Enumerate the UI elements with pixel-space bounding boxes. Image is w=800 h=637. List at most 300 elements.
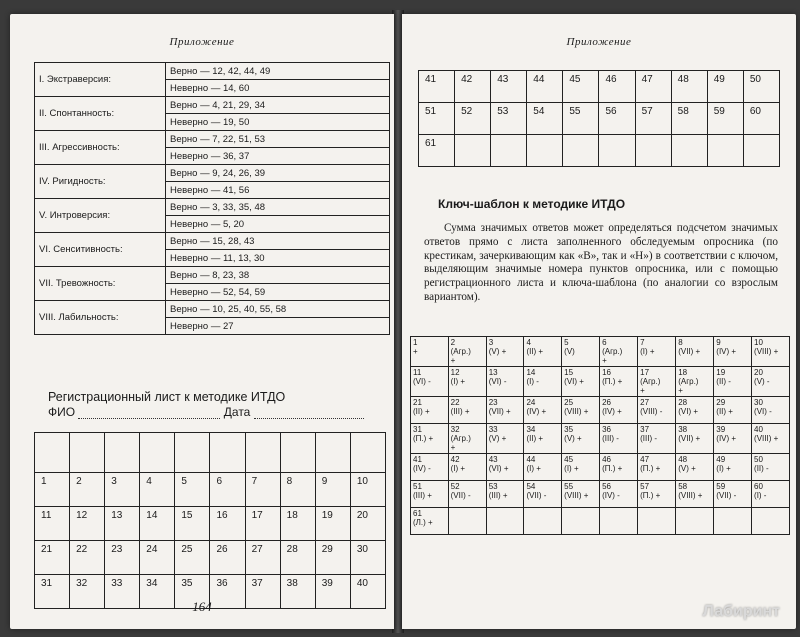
scale-row	[35, 301, 390, 318]
grid-cell: 26	[210, 541, 245, 575]
grid-row	[419, 135, 780, 167]
key-cell-line: 1	[413, 338, 418, 347]
grid-cell: 36	[210, 575, 245, 609]
key-cell-line: 39	[716, 425, 726, 434]
grid-cell: 54	[527, 103, 563, 135]
key-cell-line: (I) -	[526, 377, 539, 386]
key-cell	[714, 508, 752, 535]
key-cell-line: (II) -	[716, 377, 731, 386]
key-template-title: Ключ-шаблон к методике ИТДО	[438, 197, 626, 211]
grid-cell	[599, 135, 635, 167]
key-cell	[524, 481, 562, 508]
grid-row	[35, 541, 386, 575]
key-cell-line: (III) -	[640, 434, 658, 443]
key-row	[411, 508, 790, 535]
grid-cell	[35, 433, 70, 473]
key-row	[411, 397, 790, 424]
key-cell-line: (VI) -	[488, 377, 507, 386]
scale-false-items: Неверно — 27	[166, 318, 390, 335]
key-row	[411, 367, 790, 397]
grid-cell: 33	[105, 575, 140, 609]
grid-cell: 25	[175, 541, 210, 575]
grid-cell	[70, 433, 105, 473]
key-cell	[714, 367, 752, 397]
key-template-grid	[410, 336, 790, 535]
scale-row	[35, 199, 390, 216]
scale-false-items: Неверно — 11, 13, 30	[166, 250, 390, 267]
grid-cell: 32	[70, 575, 105, 609]
key-cell-line: 24	[526, 398, 536, 407]
key-cell	[448, 508, 486, 535]
scale-row	[35, 97, 390, 114]
key-cell-line: 37	[640, 425, 650, 434]
key-cell-line: 16	[602, 368, 611, 377]
key-cell	[448, 367, 486, 397]
grid-cell	[671, 135, 707, 167]
grid-cell: 45	[563, 71, 599, 103]
grid-row	[419, 103, 780, 135]
key-row	[411, 337, 790, 367]
scale-false-items: Неверно — 19, 50	[166, 114, 390, 131]
grid-cell: 30	[350, 541, 385, 575]
key-cell-line: +	[450, 443, 456, 452]
key-cell-line: 32	[450, 425, 460, 434]
key-cell-line: (II) +	[526, 434, 544, 443]
key-cell-line: (VIII) +	[564, 407, 589, 416]
grid-cell: 18	[280, 507, 315, 541]
grid-cell: 2	[70, 473, 105, 507]
grid-cell: 37	[245, 575, 280, 609]
fio-blank	[78, 418, 220, 419]
key-cell	[676, 454, 714, 481]
grid-row	[419, 71, 780, 103]
key-cell	[600, 508, 638, 535]
grid-cell: 16	[210, 507, 245, 541]
key-cell-line: 57	[640, 482, 650, 491]
grid-cell	[315, 433, 350, 473]
registration-grid-left	[34, 432, 386, 609]
grid-cell: 51	[419, 103, 455, 135]
key-cell-line: 11	[413, 368, 422, 377]
key-cell-line: 45	[564, 455, 574, 464]
grid-cell: 8	[280, 473, 315, 507]
key-cell-line: 7	[640, 338, 645, 347]
left-page	[10, 14, 394, 629]
grid-cell: 29	[315, 541, 350, 575]
grid-cell	[140, 433, 175, 473]
grid-cell: 42	[455, 71, 491, 103]
scale-name: II. Спонтанность:	[35, 97, 166, 131]
key-cell-line: 23	[488, 398, 498, 407]
scale-true-items: Верно — 15, 28, 43	[166, 233, 390, 250]
key-cell-line: (VI) -	[754, 407, 772, 416]
key-cell	[714, 481, 752, 508]
grid-cell: 27	[245, 541, 280, 575]
scale-true-items: Верно — 12, 42, 44, 49	[166, 63, 390, 80]
grid-cell	[280, 433, 315, 473]
key-cell-line: (VI) +	[564, 377, 584, 386]
grid-cell: 5	[175, 473, 210, 507]
key-cell	[486, 337, 524, 367]
grid-cell: 61	[419, 135, 455, 167]
key-cell-line: (Агр.)	[450, 347, 471, 356]
grid-cell: 47	[635, 71, 671, 103]
scale-true-items: Верно — 3, 33, 35, 48	[166, 199, 390, 216]
key-cell-line: 26	[602, 398, 611, 407]
key-cell	[524, 508, 562, 535]
key-cell-line: (II) +	[413, 407, 430, 416]
key-cell-line: 58	[678, 482, 688, 491]
fio-label: ФИО	[48, 405, 76, 419]
key-cell	[752, 397, 790, 424]
key-cell	[676, 397, 714, 424]
key-cell-line: (V) +	[488, 347, 507, 356]
key-cell	[448, 454, 486, 481]
key-cell-line: +	[640, 386, 645, 395]
grid-cell: 1	[35, 473, 70, 507]
key-row	[411, 424, 790, 454]
key-cell	[714, 397, 752, 424]
key-cell-line: (I) -	[754, 491, 767, 500]
key-cell-line: (Агр.)	[602, 347, 623, 356]
key-cell	[600, 454, 638, 481]
key-cell	[638, 424, 676, 454]
key-cell-line: 27	[640, 398, 650, 407]
key-cell	[600, 481, 638, 508]
key-cell	[600, 397, 638, 424]
key-row	[411, 454, 790, 481]
grid-cell: 55	[563, 103, 599, 135]
grid-cell	[707, 135, 743, 167]
grid-cell	[455, 135, 491, 167]
key-cell	[752, 337, 790, 367]
key-cell-line: (П.) +	[640, 464, 661, 473]
key-cell-line: (VIII) +	[754, 347, 779, 356]
grid-cell: 3	[105, 473, 140, 507]
key-cell-line: 18	[678, 368, 688, 377]
key-cell-line: (Агр.)	[640, 377, 661, 386]
key-cell-line: (III) +	[413, 491, 432, 500]
key-cell-line: 31	[413, 425, 422, 434]
grid-cell	[635, 135, 671, 167]
key-cell	[752, 367, 790, 397]
key-cell	[752, 424, 790, 454]
key-cell	[486, 397, 524, 424]
key-cell-line: (VIII) +	[564, 491, 589, 500]
key-cell-line: 13	[488, 368, 498, 377]
key-cell	[411, 424, 449, 454]
key-cell-line: (V) +	[564, 434, 582, 443]
key-cell	[448, 481, 486, 508]
scale-true-items: Верно — 9, 24, 26, 39	[166, 165, 390, 182]
key-cell-line: 53	[488, 482, 498, 491]
key-cell-line: 51	[413, 482, 422, 491]
key-cell-line: (VII) -	[526, 491, 547, 500]
key-cell	[752, 481, 790, 508]
key-cell	[448, 424, 486, 454]
key-cell-line: (VII) +	[678, 434, 701, 443]
grid-cell	[175, 433, 210, 473]
grid-cell: 17	[245, 507, 280, 541]
scales-table	[34, 62, 390, 335]
key-cell	[600, 367, 638, 397]
key-cell-line: (I) +	[526, 464, 541, 473]
grid-cell: 44	[527, 71, 563, 103]
grid-cell	[210, 433, 245, 473]
running-head: Приложение	[566, 36, 632, 48]
fio-date-line	[48, 405, 364, 419]
key-cell-line: (II) +	[526, 347, 544, 356]
key-cell-line: 20	[754, 368, 763, 377]
key-cell	[638, 481, 676, 508]
scale-true-items: Верно — 10, 25, 40, 55, 58	[166, 301, 390, 318]
key-cell-line: (IV) -	[602, 491, 620, 500]
grid-cell: 13	[105, 507, 140, 541]
scale-false-items: Неверно — 36, 37	[166, 148, 390, 165]
scale-name: VIII. Лабильность:	[35, 301, 166, 335]
key-cell	[562, 508, 600, 535]
key-cell	[411, 481, 449, 508]
key-cell	[638, 397, 676, 424]
grid-cell: 35	[175, 575, 210, 609]
page-number: 164	[192, 599, 212, 614]
key-cell-line: 44	[526, 455, 536, 464]
grid-cell: 40	[350, 575, 385, 609]
key-cell	[638, 337, 676, 367]
date-blank	[254, 418, 364, 419]
key-cell	[600, 424, 638, 454]
key-cell	[486, 367, 524, 397]
key-cell-line: (V) +	[488, 434, 507, 443]
key-cell-line: (VIII) +	[678, 491, 703, 500]
key-cell-line: (I) +	[640, 347, 655, 356]
key-cell-line: 10	[754, 338, 763, 347]
key-cell-line: +	[602, 356, 607, 365]
key-cell	[752, 454, 790, 481]
key-paragraph: Сумма значимых ответов может определяться подсчетом значимых ответов прямо с листа заполненного обследуемым опросника (по крестикам, зачеркивающим как «В», так и «Н») в соответствии с ключом, выделяющим значимые номера пунктов опросника, или с помощью регистрационного листа и ключа-шаблона (по аналогии со взрослым вариантом).	[424, 222, 778, 303]
key-cell-line: 56	[602, 482, 611, 491]
key-cell-line: (IV) +	[716, 434, 737, 443]
grid-cell	[743, 135, 779, 167]
key-cell-line: 12	[450, 368, 460, 377]
key-cell-line: (V)	[564, 347, 575, 356]
scale-name: I. Экстраверсия:	[35, 63, 166, 97]
key-cell-line: 40	[754, 425, 763, 434]
scale-false-items: Неверно — 5, 20	[166, 216, 390, 233]
key-cell-line: 50	[754, 455, 763, 464]
grid-cell: 31	[35, 575, 70, 609]
key-cell-line: (I) +	[564, 464, 579, 473]
key-cell-line: 54	[526, 482, 536, 491]
key-cell	[486, 481, 524, 508]
key-cell-line: 41	[413, 455, 422, 464]
key-cell-line: (Агр.)	[678, 377, 699, 386]
key-cell	[714, 337, 752, 367]
grid-cell	[491, 135, 527, 167]
key-cell-line: (П.) +	[602, 377, 623, 386]
key-cell-line: (IV) -	[413, 464, 431, 473]
key-cell-line: (VII) -	[716, 491, 737, 500]
grid-cell: 4	[140, 473, 175, 507]
key-cell-line: (II) -	[754, 464, 769, 473]
key-cell-line: 49	[716, 455, 726, 464]
key-cell	[411, 367, 449, 397]
key-cell-line: 19	[716, 368, 726, 377]
scale-row	[35, 131, 390, 148]
key-cell-line: (VII) +	[488, 407, 511, 416]
grid-cell: 9	[315, 473, 350, 507]
key-cell	[411, 397, 449, 424]
grid-cell: 60	[743, 103, 779, 135]
key-cell-line: 59	[716, 482, 726, 491]
key-cell-line: (VI) +	[678, 407, 698, 416]
key-cell	[524, 367, 562, 397]
key-cell-line: (V) -	[754, 377, 770, 386]
key-cell-line: (П.) +	[640, 491, 661, 500]
running-head: Приложение	[169, 36, 235, 48]
grid-cell: 49	[707, 71, 743, 103]
grid-cell: 34	[140, 575, 175, 609]
grid-cell	[527, 135, 563, 167]
key-cell	[562, 454, 600, 481]
registration-title: Регистрационный лист к методике ИТДО	[48, 390, 286, 404]
key-cell-line: 42	[450, 455, 460, 464]
grid-cell: 14	[140, 507, 175, 541]
scale-name: VII. Тревожность:	[35, 267, 166, 301]
key-cell	[752, 508, 790, 535]
key-cell-line: (IV) +	[716, 347, 737, 356]
key-cell-line: 43	[488, 455, 498, 464]
key-cell-line: 35	[564, 425, 574, 434]
grid-cell: 21	[35, 541, 70, 575]
key-cell-line: 29	[716, 398, 726, 407]
key-cell	[676, 424, 714, 454]
key-cell	[676, 481, 714, 508]
scale-name: IV. Ригидность:	[35, 165, 166, 199]
grid-cell: 6	[210, 473, 245, 507]
key-cell	[486, 424, 524, 454]
key-cell-line: 46	[602, 455, 611, 464]
grid-cell: 57	[635, 103, 671, 135]
key-cell	[562, 367, 600, 397]
key-cell	[524, 454, 562, 481]
key-row	[411, 481, 790, 508]
grid-cell	[105, 433, 140, 473]
grid-cell: 50	[743, 71, 779, 103]
grid-cell: 15	[175, 507, 210, 541]
key-cell	[411, 337, 449, 367]
key-cell-line: 17	[640, 368, 650, 377]
key-cell-line: (III) +	[488, 491, 508, 500]
grid-cell	[245, 433, 280, 473]
key-cell-line: (I) +	[716, 464, 731, 473]
key-cell-line: (I) +	[450, 464, 466, 473]
grid-cell: 39	[315, 575, 350, 609]
key-cell-line: 60	[754, 482, 763, 491]
key-cell-line: +	[450, 356, 456, 365]
key-cell-line: +	[678, 386, 683, 395]
key-cell	[448, 397, 486, 424]
key-cell	[638, 454, 676, 481]
grid-cell: 20	[350, 507, 385, 541]
key-cell-line: (III) -	[602, 434, 619, 443]
grid-cell: 52	[455, 103, 491, 135]
grid-cell: 41	[419, 71, 455, 103]
scale-name: III. Агрессивность:	[35, 131, 166, 165]
key-cell-line: (VI) -	[413, 377, 431, 386]
key-cell-line: (VI) +	[488, 464, 509, 473]
grid-cell: 43	[491, 71, 527, 103]
grid-cell: 23	[105, 541, 140, 575]
grid-cell: 48	[671, 71, 707, 103]
key-cell-line: (V) +	[678, 464, 696, 473]
key-cell-line: 22	[450, 398, 460, 407]
key-cell	[411, 508, 449, 535]
grid-cell	[350, 433, 385, 473]
key-cell-line: (Агр.)	[450, 434, 471, 443]
key-cell	[524, 337, 562, 367]
grid-cell: 10	[350, 473, 385, 507]
key-cell-line: 48	[678, 455, 688, 464]
registration-grid-right	[418, 70, 780, 167]
key-cell-line: 36	[602, 425, 611, 434]
key-cell-line: 30	[754, 398, 763, 407]
key-cell-line: 2	[450, 338, 456, 347]
grid-cell: 59	[707, 103, 743, 135]
key-cell	[714, 454, 752, 481]
key-cell-line: 9	[716, 338, 721, 347]
key-cell-line: 3	[488, 338, 494, 347]
grid-cell: 38	[280, 575, 315, 609]
key-cell-line: 52	[450, 482, 460, 491]
key-cell-line: 55	[564, 482, 574, 491]
scale-name: VI. Сенситивность:	[35, 233, 166, 267]
key-cell-line: 14	[526, 368, 536, 377]
key-cell	[486, 454, 524, 481]
grid-cell	[563, 135, 599, 167]
key-cell-line: 47	[640, 455, 650, 464]
key-cell-line: 61	[413, 509, 422, 518]
key-cell-line: (III) +	[450, 407, 470, 416]
key-cell-line: 8	[678, 338, 683, 347]
key-cell	[411, 454, 449, 481]
scale-false-items: Неверно — 52, 54, 59	[166, 284, 390, 301]
grid-cell: 58	[671, 103, 707, 135]
key-cell-line: 28	[678, 398, 688, 407]
key-cell	[562, 337, 600, 367]
key-cell-line: (I) +	[450, 377, 466, 386]
key-cell-line: (VII) +	[678, 347, 701, 356]
key-cell-line: 4	[526, 338, 531, 347]
grid-cell: 12	[70, 507, 105, 541]
key-cell	[638, 367, 676, 397]
grid-cell: 7	[245, 473, 280, 507]
key-cell-line: (VIII) +	[754, 434, 779, 443]
key-cell-line: (Л.) +	[413, 518, 433, 527]
key-cell	[676, 337, 714, 367]
key-cell-line: 25	[564, 398, 574, 407]
key-cell	[562, 397, 600, 424]
scale-true-items: Верно — 4, 21, 29, 34	[166, 97, 390, 114]
watermark-logo: Лабиринт	[702, 603, 780, 620]
key-cell	[524, 424, 562, 454]
key-cell-line: 21	[413, 398, 422, 407]
grid-cell: 53	[491, 103, 527, 135]
key-cell	[524, 397, 562, 424]
right-page	[402, 14, 796, 629]
key-cell-line: (IV) +	[526, 407, 547, 416]
grid-row	[35, 433, 386, 473]
